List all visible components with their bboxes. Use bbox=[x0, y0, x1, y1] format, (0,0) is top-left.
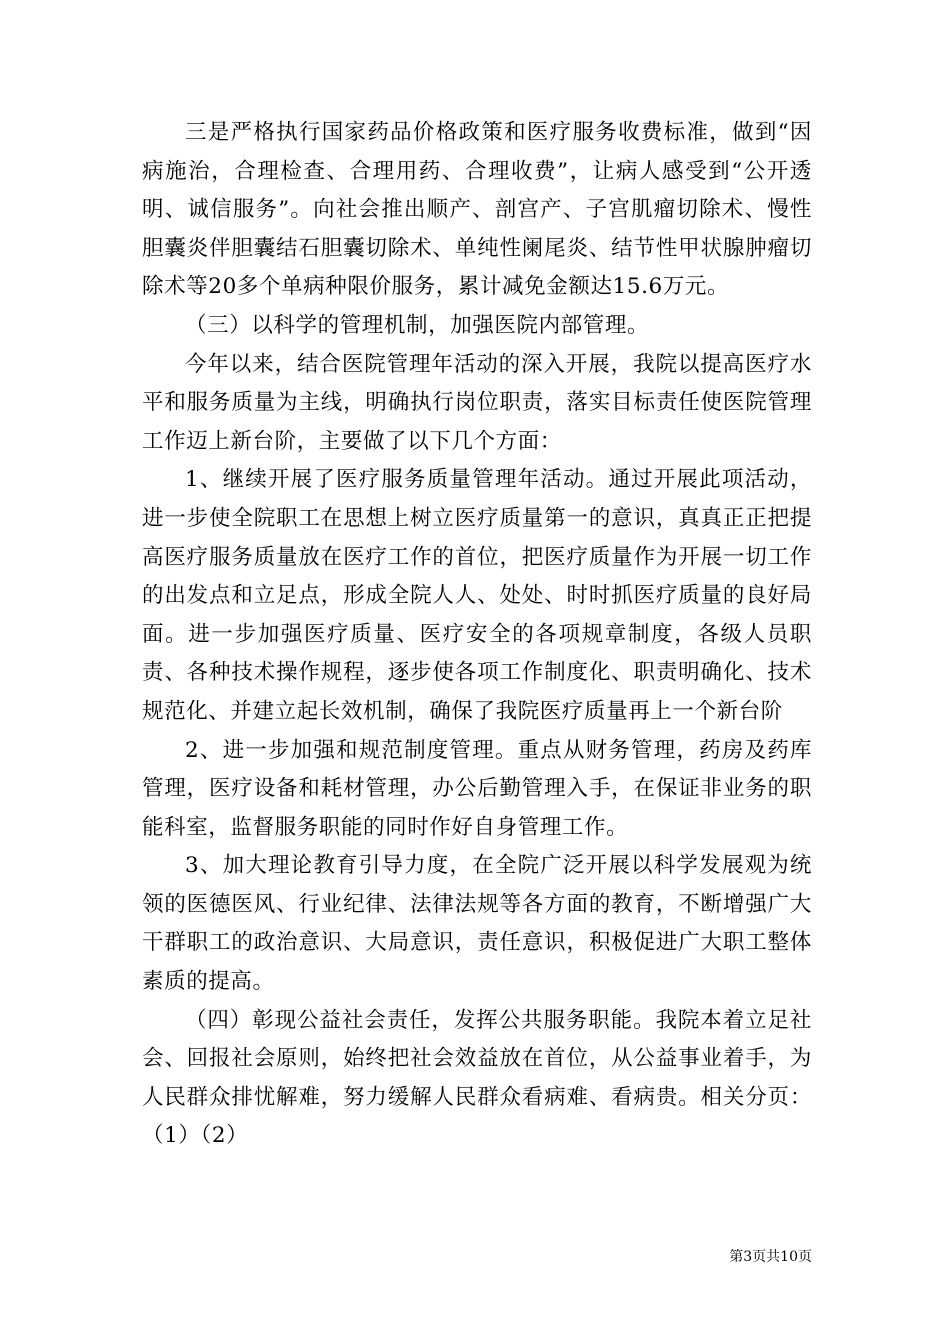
paragraph-3: 今年以来，结合医院管理年活动的深入开展，我院以提高医疗水平和服务质量为主线，明确执行岗位职责，落实目标责任使医院管理工作迈上新台阶，主要做了以下几个方面： bbox=[142, 351, 812, 454]
paragraph-6: 3、加大理论教育引导力度，在全院广泛开展以科学发展观为统领的医德医风、行业纪律、法律法规等各方面的教育，不断增强广大干群职工的政治意识、大局意识，责任意识，积极促进广大职工整体素质的提高。 bbox=[142, 853, 812, 995]
paragraph-7: （四）彰现公益社会责任，发挥公共服务职能。我院本着立足社会、回报社会原则，始终把社会效益放在首位，从公益事业着手，为人民群众排忧解难，努力缓解人民群众看病难、看病贵。相关分页：（1）（2） bbox=[142, 1007, 812, 1149]
paragraph-4: 1、继续开展了医疗服务质量管理年活动。通过开展此项活动，进一步使全院职工在思想上树立医疗质量第一的意识，真真正正把提高医疗服务质量放在医疗工作的首位，把医疗质量作为开展一切工作的出发点和立足点，形成全院人人、处处、时时抓医疗质量的良好局面。进一步加强医疗质量、医疗安全的各项规章制度，各级人员职责、各种技术操作规程，逐步使各项工作制度化、职责明确化、技术规范化、并建立起长效机制，确保了我院医疗质量再上一个新台阶 bbox=[142, 467, 812, 724]
page-number-footer: 第3页共10页 bbox=[729, 1249, 812, 1265]
document-body bbox=[142, 114, 812, 1156]
paragraph-1: 三是严格执行国家药品价格政策和医疗服务收费标准，做到“因病施治，合理检查、合理用药、合理收费”，让病人感受到“公开透明、诚信服务”。向社会推出顺产、剖宫产、子宫肌瘤切除术、慢性胆囊炎伴胆囊结石胆囊切除术、单纯性阑尾炎、结节性甲状腺肿瘤切除术等20多个单病种限价服务，累计减免金额达15.6万元。 bbox=[142, 120, 812, 300]
paragraph-5: 2、进一步加强和规范制度管理。重点从财务管理，药房及药库管理，医疗设备和耗材管理，办公后勤管理入手，在保证非业务的职能科室，监督服务职能的同时作好自身管理工作。 bbox=[142, 737, 812, 840]
paragraph-2-heading: （三）以科学的管理机制，加强医院内部管理。 bbox=[185, 312, 650, 338]
